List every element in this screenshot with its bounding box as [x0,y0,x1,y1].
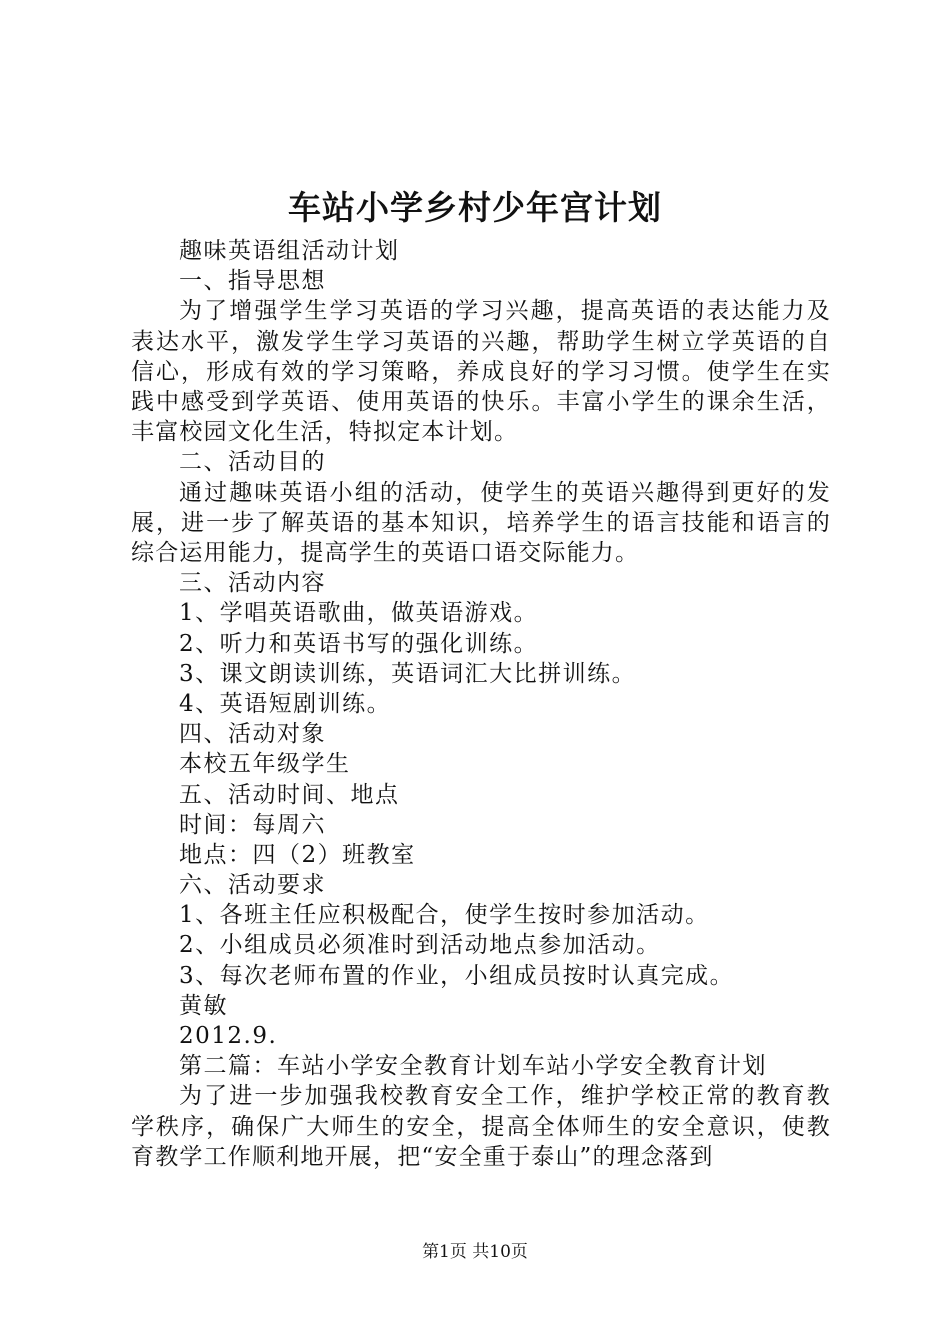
signature: 黄敏 [179,992,228,1019]
activity-place: 地点：四（2）班教室 [179,841,416,868]
section-body-1: 为了增强学生学习英语的学习兴趣，提高英语的表达能力及表达水平，激发学生学习英语的兴趣，帮助学生树立学英语的自信心，形成有效的学习策略，养成良好的学习习惯。使学生在实践中感受到学英语、使用英语的快乐。丰富小学生的课余生活，丰富校园文化生活，特拟定本计划。 [131,298,831,446]
list-item: 1、学唱英语歌曲，做英语游戏。 [179,600,539,627]
date: 2012.9. [179,1023,278,1049]
part2-body: 为了进一步加强我校教育安全工作，维护学校正常的教育教学秩序，确保广大师生的安全，提高全体师生的安全意识，使教育教学工作顺利地开展，把“安全重于泰山”的理念落到 [131,1083,831,1170]
list-item: 2、小组成员必须准时到活动地点参加活动。 [179,932,661,959]
document-title: 车站小学乡村少年宫计划 [288,188,662,227]
section-heading-5: 五、活动时间、地点 [179,781,400,808]
section-heading-4: 四、活动对象 [179,721,326,748]
section-body-2: 通过趣味英语小组的活动，使学生的英语兴趣得到更好的发展，进一步了解英语的基本知识，培养学生的语言技能和语言的综合运用能力，提高学生的英语口语交际能力。 [131,479,831,566]
section-body-4: 本校五年级学生 [179,751,351,778]
activity-time: 时间：每周六 [179,811,326,838]
section-heading-6: 六、活动要求 [179,872,326,899]
list-item: 1、各班主任应积极配合，使学生按时参加活动。 [179,902,710,929]
list-item: 4、英语短剧训练。 [179,690,392,717]
section-heading-2: 二、活动目的 [179,449,326,476]
list-item: 2、听力和英语书写的强化训练。 [179,630,539,657]
section-heading-1: 一、指导思想 [179,268,326,295]
list-item: 3、课文朗读训练，英语词汇大比拼训练。 [179,660,637,687]
part2-heading: 第二篇：车站小学安全教育计划车站小学安全教育计划 [179,1053,767,1080]
document-body [131,236,831,1172]
section-heading-3: 三、活动内容 [179,570,326,597]
subtitle: 趣味英语组活动计划 [179,238,400,264]
list-item: 3、每次老师布置的作业，小组成员按时认真完成。 [179,962,735,989]
page-number: 第1页 共10页 [422,1242,528,1262]
